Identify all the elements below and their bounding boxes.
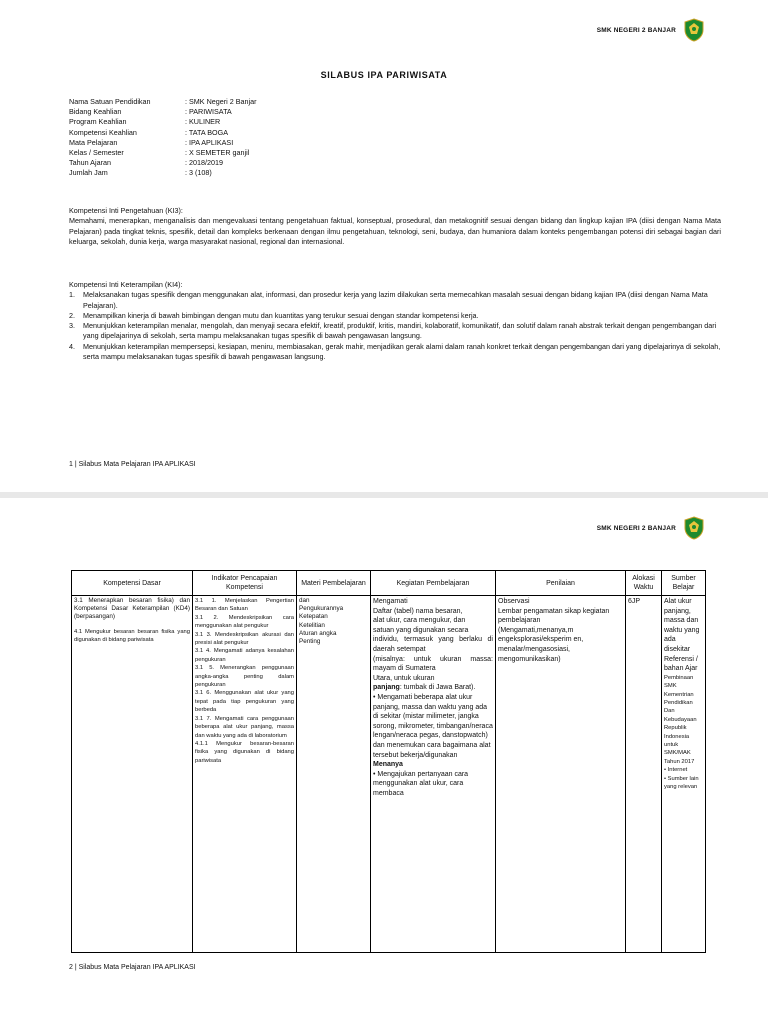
indikator-item: 3.1 2. Mendeskripsikan cara menggunakan alat pengukur (195, 614, 294, 630)
ki4-title: Kompetensi Inti Keterampilan (KI4): (69, 280, 183, 289)
column-header: Indikator Pencapaian Kompetensi (193, 571, 297, 596)
identity-row (69, 128, 257, 138)
list-number: 2. (69, 310, 75, 320)
sumber-item: Referensi / bahan Ajar (664, 655, 698, 673)
identity-label: Program Keahlian (69, 117, 127, 127)
list-text: Menampilkan kinerja di bawah bimbingan dengan mutu dan kuantitas yang terukur sesuai dengan standar kompetensi kerja. (83, 310, 479, 320)
shield-emblem-icon (684, 516, 704, 540)
indikator-item: 3.1 1. Menjelaskan Pengertian Besaran dan Satuan (195, 598, 294, 613)
indikator-item: 3.1 6. Menggunakan alat ukur yang tepat pada tiap pengukuran yang berbeda (195, 690, 294, 714)
penilaian-item: Observasi (498, 598, 530, 605)
identity-row (69, 168, 257, 178)
document-page-2 (0, 500, 768, 1024)
materi-item: Penting (299, 638, 321, 646)
kegiatan-line: • Mengamati beberapa alat ukur panjang, massa dan waktu yang ada di sekitar (mistar milimeter, jangka sorong, mikrometer, timbangan/neraca lengan/neraca pegas, danstopwatch) dan menemukan cara bagaimana alat tersebut bekerja/digunakan (373, 693, 493, 759)
ki4-section (69, 280, 721, 362)
list-text: Melaksanakan tugas spesifik dengan menggunakan alat, informasi, dan prosedur kerja yang lazim dilakukan serta memecahkan masalah sesuai dengan bidang kajian IPA (diisi dengan Nama Mata Pelajaran). (83, 290, 708, 310)
column-header: Kompetensi Dasar (72, 571, 193, 596)
identity-value: : KULINER (185, 117, 221, 127)
identity-value: : IPA APLIKASI (185, 137, 234, 147)
identity-label: Bidang Keahlian (69, 107, 122, 117)
school-name: SMK NEGERI 2 BANJAR (596, 524, 676, 532)
kegiatan-line: Utara, untuk ukuran (373, 674, 435, 682)
list-text: Menunjukkan keterampilan menalar, mengolah, dan menyaji secara efektif, kreatif, produktif, kritis, mandiri, kolaboratif, komunikatif, dan solutif dalam ranah abstrak terkait dengan pengembangan dari yang dipelajarinya di sekolah, serta mampu melaksanakan tugas spesifik di bawah pengawasan langsung. (83, 321, 717, 341)
materi-item: Ketepatan (299, 613, 328, 621)
materi-cell (297, 596, 371, 953)
identity-value: : 3 (108) (185, 168, 212, 178)
list-number: 1. (69, 290, 75, 300)
identity-label: Mata Pelajaran (69, 137, 118, 147)
penilaian-item: menalar/mengasosiasi, mengomunikasikan) (498, 645, 570, 663)
sumber-item: • Internet (664, 767, 688, 774)
ki3-title: Kompetensi Inti Pengetahuan (KI3): (69, 206, 183, 215)
shield-emblem-icon (684, 18, 704, 42)
column-header: Alokasi Waktu (626, 571, 662, 596)
identity-label: Jumlah Jam (69, 168, 108, 178)
list-text: Menunjukkan keterampilan mempersepsi, kesiapan, meniru, membiasakan, gerak mahir, menjadikan gerak alami dalam ranah konkret terkait dengan pengembangan dari yang dipelajarinya di sekolah, serta mampu melaksanakan tugas spesifik di bawah pengawasan langsung. (83, 341, 721, 362)
page-footer: 2 | Silabus Mata Pelajaran IPA APLIKASI (69, 964, 196, 971)
identity-value: : 2018/2019 (185, 158, 223, 168)
identity-value: : TATA BOGA (185, 127, 228, 137)
document-page-1 (0, 0, 768, 490)
kegiatan-line: individu, termasuk yang berlaku di daerah setempat (373, 636, 493, 653)
list-item (69, 290, 721, 311)
indikator-cell (193, 596, 297, 953)
kd3-text: 3.1 Menerapkan besaran fisika) dan Kompetensi Dasar Keterampilan (KD4) (berpasangan) (74, 597, 190, 621)
page-header (597, 516, 704, 540)
column-header: Materi Pembelajaran (297, 571, 371, 596)
materi-item: Pengukurannya (299, 605, 344, 613)
table-row (72, 596, 706, 953)
identity-row (69, 158, 257, 168)
list-item (69, 310, 721, 321)
kegiatan-line: Mengamati (373, 598, 408, 605)
identity-value: : X SEMETER ganjil (185, 148, 250, 158)
ki4-list (69, 290, 721, 362)
indikator-item: 3.1 5. Menerangkan penggunaan angka-angka penting dalam pengukuran (195, 665, 294, 689)
kegiatan-line: • Mengajukan pertanyaan cara menggunakan alat ukur, cara membaca (373, 770, 469, 797)
list-number: 4. (69, 341, 75, 351)
identity-label: Kelas / Semester (69, 148, 124, 158)
identity-label: Tahun Ajaran (69, 158, 111, 168)
identity-value: : PARIWISATA (185, 107, 232, 117)
indikator-item: 3.1 4. Mengamati adanya kesalahan pengukuran (195, 648, 294, 663)
penilaian-item: (Mengamati,menanya,m engeksplorasi/eksperim en, (498, 626, 584, 644)
ki3-text: Memahami, menerapkan, menganalisis dan mengevaluasi tentang pengetahuan faktual, konseptual, prosedural, dan metakognitif sesuai dengan bidang dan lingkup kajian IPA (diisi dengan Nama Mata Pelajaran) pada tingkat teknis, spesifik, detail dan kompleks berkenaan dengan ilmu pengetahuan, teknologi, seni, budaya, dan humaniora dalam konteks pengembangan potensi diri sebagai bagian dari keluarga, sekolah, dunia kerja, warga masyarakat nasional, regional dan internasional. (69, 216, 721, 246)
page-footer: 1 | Silabus Mata Pelajaran IPA APLIKASI (69, 461, 196, 468)
page-divider (0, 492, 768, 498)
penilaian-cell (496, 596, 626, 953)
ki3-section (69, 206, 721, 247)
materi-item: Aturan angka (299, 629, 337, 637)
sumber-item: Pembinaan SMK Kementrian Pendidikan Dan Kebudayaan Republik Indonesia untuk SMK/MAK Tahun 2017 (664, 674, 697, 765)
alokasi-cell (626, 596, 662, 953)
kegiatan-cell (371, 596, 496, 953)
identity-label: Nama Satuan Pendidikan (69, 97, 151, 106)
list-number: 3. (69, 321, 75, 331)
identity-value: : SMK Negeri 2 Banjar (185, 97, 257, 106)
indikator-item: 4.1.1 Mengukur besaran-besaran fisika yang digunakan di bidang pariwisata (195, 740, 294, 764)
column-header: Penilaian (496, 571, 626, 596)
kegiatan-heading: Menanya (373, 761, 403, 769)
identity-label: Kompetensi Keahlian (69, 127, 137, 137)
list-item (69, 321, 721, 342)
column-header: Kegiatan Pembelajaran (371, 571, 496, 596)
kegiatan-line: : tumbak di Jawa Barat). (399, 684, 476, 692)
kegiatan-line: Daftar (tabel) nama besaran, (373, 607, 463, 615)
kegiatan-keyword: panjang (373, 684, 400, 692)
identity-row (69, 138, 257, 148)
alokasi-value: 6JP (628, 598, 641, 605)
identity-row (69, 97, 257, 107)
syllabus-table (71, 570, 706, 953)
kegiatan-line: alat ukur, cara mengukur, dan (373, 617, 466, 625)
kegiatan-line: satuan yang digunakan secara (373, 626, 469, 634)
sumber-cell (662, 596, 706, 953)
identity-row (69, 107, 257, 117)
table-header-row (72, 571, 706, 596)
identity-row (69, 117, 257, 127)
column-header: Sumber Belajar (662, 571, 706, 596)
list-item (69, 341, 721, 363)
kegiatan-line: (misalnya: untuk ukuran massa: mayam di Sumatera (373, 655, 493, 673)
identity-row (69, 148, 257, 158)
indikator-item: 3.1 3. Mendeskripsikan akurasi dan presisi alat pengukur (195, 631, 294, 647)
page-header (597, 18, 704, 42)
sumber-item: • Sumber lain yang relevan (664, 775, 699, 791)
materi-item: dan (299, 597, 310, 604)
materi-item: Ketelitian (299, 621, 325, 629)
penilaian-item: Lembar pengamatan sikap kegiatan pembelajaran (498, 607, 610, 625)
kompetensi-dasar-cell (72, 596, 193, 953)
school-name: SMK NEGERI 2 BANJAR (596, 26, 676, 34)
indikator-item: 3.1 7. Mengamati cara penggunaan beberapa alat ukur panjang, massa dan waktu yang ada di laboratorium (195, 715, 294, 739)
sumber-item: Alat ukur panjang, massa dan waktu yang ada disekitar (664, 598, 700, 653)
identity-block (69, 97, 257, 179)
page-title: SILABUS IPA PARIWISATA (320, 70, 448, 80)
kd4-text: 4.1 Mengukur besaran besaran fisika yang digunakan di bidang pariwisata (74, 628, 190, 644)
